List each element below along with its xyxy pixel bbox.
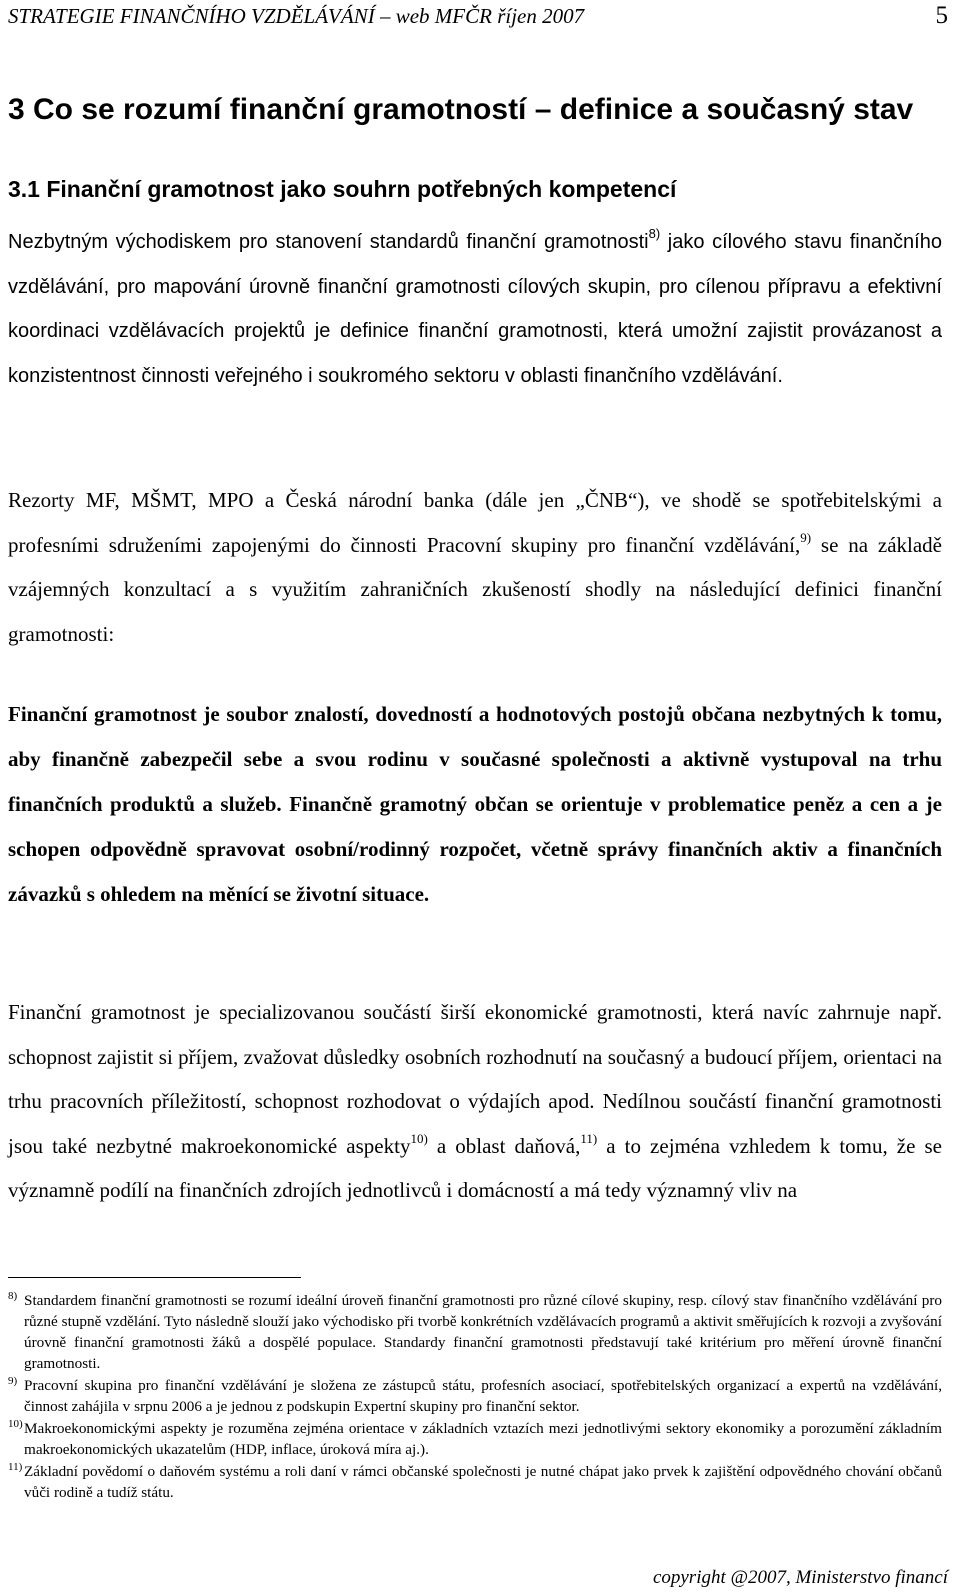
- footnote-10: [8, 1418, 942, 1460]
- footnote-9: [8, 1375, 942, 1417]
- footnote-text: Makroekonomickými aspekty je rozuměna zejména orientace v základních vztazích mezi jednotlivými sektory ekonomiky a porozumění základním makroekonomických ukazatelům (HDP, inflace, úroková míra aj.).: [24, 1420, 942, 1458]
- page-number: 5: [935, 2, 948, 29]
- paragraph-4: Finanční gramotnost je specializovanou součástí širší ekonomické gramotnosti, která navíc zahrnuje např. schopnost zajistit si příjem, zvažovat důsledky osobních rozhodnutí na současný a budoucí příjem, orientaci na trhu pracovních příležitostí, schopnost rozhodovat o výdajích apod. Nedílnou součástí finanční gramotnosti jsou také nezbytné makroekonomické aspekty$^{10)}$ a oblast daňová,$^{11)}$ a to zejména vzhledem k tomu, že se významně podílí na finančních zdrojích jednotlivců i domácností a má tedy významný vliv na: [8, 1000, 942, 1202]
- footnote-mark: 11): [8, 1461, 23, 1473]
- footnotes: [8, 1290, 942, 1503]
- footnote-ref-10[interactable]: 10): [410, 1130, 428, 1146]
- footnote-11: [8, 1461, 942, 1503]
- paragraph-1: Nezbytným východiskem pro stanovení standardů finanční gramotnosti$^{8)}$ jako cílového stavu finančního vzdělávání, pro mapování úrovně finanční gramotnosti cílových skupin, pro cílenou přípravu a efektivní koordinaci vzdělávacích projektů je definice finanční gramotnosti, která umožní zajistit provázanost a konzistentnost činnosti veřejného i soukromého sektoru v oblasti finančního vzdělávání.: [8, 226, 942, 387]
- subsection-title: 3.1 Finanční gramotnost jako souhrn potřebných kompetencí: [8, 176, 677, 202]
- footnote-ref-8[interactable]: 8): [648, 226, 661, 241]
- footnote-text: Standardem finanční gramotnosti se rozumí ideální úroveň finanční gramotnosti pro různé cílové skupiny, resp. cílový stav finančního vzdělávání pro různé stupně vzdělání. Tyto následně slouží jako východisko při tvorbě konkrétních vzdělávacích programů a aktivit směřujících k rozvoji a zvyšování úrovně finanční gramotnosti žáků a dospělé populace. Standardy finanční gramotnosti představují také kritérium pro měření úrovně finanční gramotnosti.: [24, 1292, 942, 1372]
- paragraph-2: Rezorty MF, MŠMT, MPO a Česká národní banka (dále jen „ČNB“), ve shodě se spotřebitelskými a profesními sdruženími zapojenými do činnosti Pracovní skupiny pro finanční vzdělávání,$^{9)}$ se na základě vzájemných konzultací a s využitím zahraničních zkušeností shodly na následující definici finanční gramotnosti:: [8, 488, 942, 646]
- definition-paragraph: Finanční gramotnost je soubor znalostí, dovedností a hodnotových postojů občana nezbytných k tomu, aby finančně zabezpečil sebe a svou rodinu v současné společnosti a aktivně vystupoval na trhu finančních produktů a služeb. Finančně gramotný občan se orientuje v problematice peněz a cen a je schopen odpovědně spravovat osobní/rodinný rozpočet, včetně správy finančních aktiv a finančních závazků s ohledem na měnící se životní situace.: [8, 702, 942, 906]
- footnote-separator: [8, 1277, 301, 1278]
- section-title: 3 Co se rozumí finanční gramotností – definice a současný stav: [8, 93, 914, 126]
- footnote-ref-11[interactable]: 11): [580, 1130, 598, 1146]
- footnote-8: [8, 1290, 942, 1374]
- footnote-mark: 10): [8, 1418, 23, 1430]
- footnote-mark: 9): [8, 1375, 18, 1387]
- header-text: STRATEGIE FINANČNÍHO VZDĚLÁVÁNÍ – web MFČR říjen 2007: [8, 4, 585, 28]
- footnote-text: Pracovní skupina pro finanční vzdělávání je složena ze zástupců státu, profesních asociací, spotřebitelských organizací a expertů na vzdělávání, činnost zahájila v srpnu 2006 a je jednou z podskupin Expertní skupiny pro finanční sektor.: [24, 1377, 942, 1415]
- footnote-mark: 8): [8, 1290, 18, 1302]
- running-header: [8, 2, 948, 29]
- copyright-footer: copyright @2007, Ministerstvo financí: [652, 1567, 948, 1588]
- footnote-text: Základní povědomí o daňovém systému a roli daní v rámci občanské společnosti je nutné chápat jako prvek k zajištění odpovědného chování občanů vůči rodině a tudíž státu.: [24, 1463, 942, 1501]
- footnote-ref-9[interactable]: 9): [800, 529, 812, 545]
